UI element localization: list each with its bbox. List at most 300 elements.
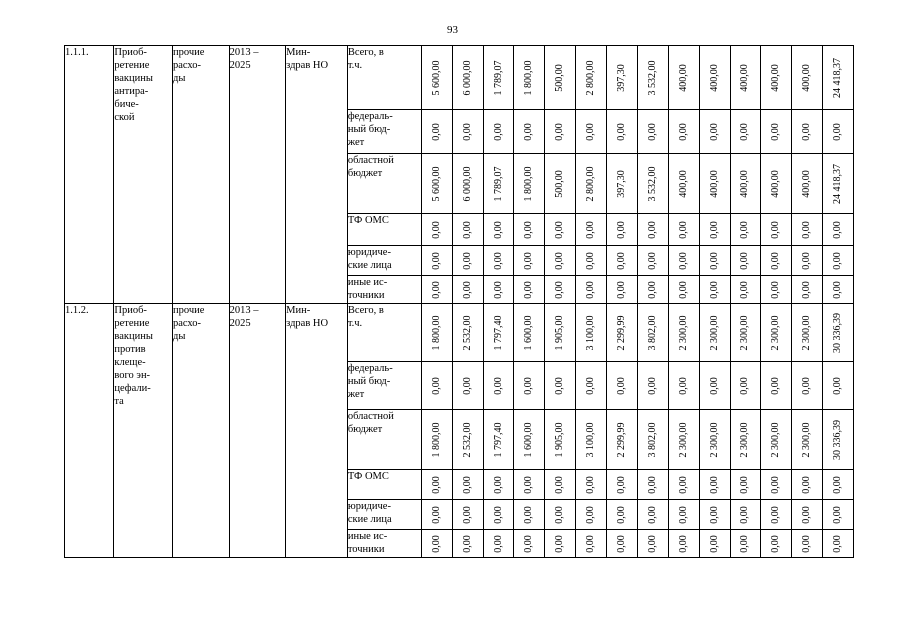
amount-value: 0,00: [832, 122, 844, 141]
amount-cell: [421, 362, 452, 410]
amount-value: 0,00: [646, 376, 658, 395]
amount-cell: [668, 410, 699, 470]
funding-source: Всего, в т.ч.: [347, 46, 421, 110]
funding-source: Всего, в т.ч.: [347, 304, 421, 362]
amount-value: 2 800,00: [585, 166, 597, 201]
amount-cell: [483, 470, 514, 500]
amount-value: 0,00: [770, 220, 782, 239]
amount-cell: [607, 304, 638, 362]
amount-cell: [576, 530, 607, 558]
amount-value: 0,00: [585, 505, 597, 524]
amount-value: 0,00: [646, 475, 658, 494]
amount-cell: [699, 214, 730, 246]
amount-cell: [823, 276, 854, 304]
amount-value: 400,00: [677, 63, 689, 92]
amount-value: 0,00: [770, 505, 782, 524]
amount-value: 397,30: [615, 63, 627, 92]
amount-value: 400,00: [770, 169, 782, 198]
amount-cell: [668, 246, 699, 276]
amount-cell: [514, 470, 545, 500]
amount-value: 1 789,07: [492, 166, 504, 201]
amount-cell: [514, 362, 545, 410]
amount-cell: [668, 276, 699, 304]
executor: Мин- здрав НО: [286, 46, 348, 304]
amount-value: 0,00: [677, 280, 689, 299]
amount-cell: [792, 500, 823, 530]
amount-value: 0,00: [492, 280, 504, 299]
amount-cell: [823, 500, 854, 530]
amount-value: 0,00: [430, 475, 442, 494]
amount-cell: [514, 154, 545, 214]
amount-value: 0,00: [461, 220, 473, 239]
amount-value: 0,00: [801, 220, 813, 239]
amount-value: 0,00: [801, 251, 813, 270]
amount-cell: [761, 246, 792, 276]
funding-source: федераль- ный бюд- жет: [347, 110, 421, 154]
amount-cell: [607, 214, 638, 246]
amount-value: 0,00: [832, 251, 844, 270]
amount-value: 0,00: [585, 475, 597, 494]
amount-value: 0,00: [801, 280, 813, 299]
amount-cell: [730, 154, 761, 214]
amount-value: 0,00: [430, 505, 442, 524]
amount-value: 0,00: [615, 280, 627, 299]
amount-value: 0,00: [708, 220, 720, 239]
amount-cell: [545, 246, 576, 276]
amount-cell: [637, 110, 668, 154]
amount-value: 1 600,00: [523, 422, 535, 457]
amount-value: 0,00: [461, 280, 473, 299]
amount-value: 0,00: [646, 251, 658, 270]
amount-cell: [452, 214, 483, 246]
amount-cell: [730, 246, 761, 276]
amount-value: 0,00: [430, 534, 442, 553]
amount-value: 0,00: [523, 122, 535, 141]
amount-value: 3 802,00: [646, 422, 658, 457]
amount-value: 2 300,00: [770, 422, 782, 457]
amount-cell: [730, 214, 761, 246]
amount-value: 0,00: [708, 505, 720, 524]
amount-cell: [699, 304, 730, 362]
amount-value: 0,00: [708, 280, 720, 299]
amount-cell: [607, 470, 638, 500]
amount-value: 2 300,00: [770, 315, 782, 350]
amount-cell: [514, 304, 545, 362]
amount-value: 1 797,40: [492, 422, 504, 457]
amount-cell: [607, 154, 638, 214]
amount-value: 30 336,39: [832, 312, 844, 353]
amount-cell: [607, 410, 638, 470]
amount-value: 0,00: [770, 280, 782, 299]
funding-source: ТФ ОМС: [347, 214, 421, 246]
amount-value: 400,00: [677, 169, 689, 198]
amount-value: 1 800,00: [523, 60, 535, 95]
amount-value: 0,00: [770, 251, 782, 270]
amount-cell: [483, 46, 514, 110]
amount-value: 0,00: [646, 122, 658, 141]
amount-cell: [607, 46, 638, 110]
amount-cell: [421, 410, 452, 470]
amount-value: 0,00: [585, 251, 597, 270]
amount-cell: [452, 246, 483, 276]
amount-cell: [483, 362, 514, 410]
amount-cell: [483, 410, 514, 470]
amount-cell: [668, 110, 699, 154]
amount-value: 0,00: [554, 220, 566, 239]
amount-value: 0,00: [492, 220, 504, 239]
amount-cell: [730, 500, 761, 530]
amount-value: 0,00: [832, 220, 844, 239]
amount-value: 0,00: [461, 475, 473, 494]
amount-value: 0,00: [461, 122, 473, 141]
amount-value: 3 532,00: [646, 166, 658, 201]
amount-value: 0,00: [801, 475, 813, 494]
expense-type: прочие расхо- ды: [173, 46, 230, 304]
amount-value: 0,00: [523, 376, 535, 395]
amount-value: 6 000,00: [461, 166, 473, 201]
amount-cell: [761, 410, 792, 470]
amount-cell: [483, 304, 514, 362]
table-row: [65, 304, 854, 362]
amount-cell: [545, 276, 576, 304]
amount-value: 0,00: [523, 534, 535, 553]
amount-cell: [730, 46, 761, 110]
amount-value: 400,00: [770, 63, 782, 92]
amount-cell: [576, 410, 607, 470]
amount-cell: [452, 110, 483, 154]
amount-cell: [421, 304, 452, 362]
amount-value: 0,00: [523, 505, 535, 524]
item-name: Приоб- ретение вакцины против клеще- вого эн- цефали- та: [114, 304, 173, 558]
amount-cell: [637, 46, 668, 110]
amount-value: 0,00: [832, 280, 844, 299]
budget-table: [64, 45, 854, 558]
amount-value: 2 299,99: [615, 422, 627, 457]
amount-cell: [761, 500, 792, 530]
amount-value: 0,00: [770, 122, 782, 141]
amount-value: 0,00: [739, 122, 751, 141]
amount-cell: [761, 304, 792, 362]
amount-value: 0,00: [677, 475, 689, 494]
amount-cell: [421, 214, 452, 246]
amount-cell: [823, 46, 854, 110]
amount-cell: [576, 362, 607, 410]
amount-cell: [823, 362, 854, 410]
funding-source: юридиче- ские лица: [347, 500, 421, 530]
amount-value: 0,00: [492, 475, 504, 494]
amount-cell: [699, 110, 730, 154]
amount-value: 500,00: [554, 63, 566, 92]
amount-cell: [637, 276, 668, 304]
amount-cell: [823, 154, 854, 214]
amount-value: 0,00: [646, 220, 658, 239]
amount-value: 1 800,00: [523, 166, 535, 201]
amount-cell: [761, 276, 792, 304]
funding-source: областной бюджет: [347, 154, 421, 214]
amount-value: 2 300,00: [677, 422, 689, 457]
item-code: 1.1.1.: [65, 46, 114, 304]
amount-cell: [421, 154, 452, 214]
amount-value: 0,00: [615, 122, 627, 141]
amount-value: 400,00: [708, 63, 720, 92]
amount-value: 0,00: [492, 505, 504, 524]
funding-source: ТФ ОМС: [347, 470, 421, 500]
amount-cell: [792, 362, 823, 410]
amount-cell: [761, 46, 792, 110]
amount-value: 1 905,00: [554, 422, 566, 457]
amount-value: 400,00: [801, 63, 813, 92]
amount-value: 2 300,00: [708, 422, 720, 457]
amount-value: 0,00: [585, 534, 597, 553]
amount-value: 1 905,00: [554, 315, 566, 350]
amount-value: 0,00: [739, 505, 751, 524]
amount-cell: [483, 276, 514, 304]
amount-value: 0,00: [585, 280, 597, 299]
period: 2013 – 2025: [229, 304, 286, 558]
funding-source: федераль- ный бюд- жет: [347, 362, 421, 410]
amount-cell: [607, 362, 638, 410]
amount-cell: [545, 110, 576, 154]
amount-cell: [668, 46, 699, 110]
amount-cell: [514, 46, 545, 110]
amount-value: 0,00: [523, 251, 535, 270]
amount-cell: [730, 362, 761, 410]
amount-value: 2 800,00: [585, 60, 597, 95]
amount-cell: [545, 500, 576, 530]
amount-value: 0,00: [677, 505, 689, 524]
amount-value: 5 600,00: [430, 166, 442, 201]
amount-cell: [452, 530, 483, 558]
amount-value: 2 300,00: [739, 422, 751, 457]
amount-value: 0,00: [646, 505, 658, 524]
amount-value: 0,00: [615, 220, 627, 239]
amount-value: 0,00: [554, 475, 566, 494]
amount-value: 0,00: [832, 534, 844, 553]
amount-cell: [421, 530, 452, 558]
amount-value: 1 789,07: [492, 60, 504, 95]
amount-cell: [823, 304, 854, 362]
amount-cell: [545, 530, 576, 558]
amount-cell: [792, 410, 823, 470]
amount-value: 1 800,00: [430, 315, 442, 350]
amount-value: 0,00: [801, 534, 813, 553]
amount-value: 400,00: [739, 169, 751, 198]
amount-value: 0,00: [615, 251, 627, 270]
amount-value: 24 418,37: [832, 163, 844, 204]
amount-value: 0,00: [770, 475, 782, 494]
amount-cell: [514, 410, 545, 470]
amount-value: 3 802,00: [646, 315, 658, 350]
amount-value: 1 800,00: [430, 422, 442, 457]
amount-value: 0,00: [554, 280, 566, 299]
amount-cell: [668, 362, 699, 410]
amount-cell: [668, 214, 699, 246]
amount-value: 0,00: [832, 475, 844, 494]
amount-value: 0,00: [739, 280, 751, 299]
amount-cell: [637, 410, 668, 470]
amount-cell: [514, 214, 545, 246]
amount-value: 0,00: [801, 376, 813, 395]
amount-value: 6 000,00: [461, 60, 473, 95]
amount-value: 0,00: [492, 122, 504, 141]
amount-value: 0,00: [430, 251, 442, 270]
amount-cell: [545, 410, 576, 470]
amount-cell: [792, 46, 823, 110]
amount-cell: [823, 470, 854, 500]
amount-cell: [576, 276, 607, 304]
amount-cell: [637, 154, 668, 214]
amount-cell: [576, 46, 607, 110]
amount-cell: [792, 154, 823, 214]
amount-value: 0,00: [554, 251, 566, 270]
amount-cell: [576, 304, 607, 362]
amount-cell: [452, 276, 483, 304]
amount-cell: [823, 410, 854, 470]
amount-cell: [514, 530, 545, 558]
amount-cell: [545, 470, 576, 500]
amount-value: 0,00: [677, 376, 689, 395]
amount-cell: [792, 470, 823, 500]
amount-cell: [576, 214, 607, 246]
amount-cell: [761, 470, 792, 500]
amount-cell: [483, 110, 514, 154]
amount-value: 0,00: [430, 376, 442, 395]
amount-value: 0,00: [739, 251, 751, 270]
amount-value: 5 600,00: [430, 60, 442, 95]
amount-cell: [545, 214, 576, 246]
amount-value: 0,00: [770, 534, 782, 553]
amount-cell: [607, 500, 638, 530]
amount-value: 1 797,40: [492, 315, 504, 350]
amount-value: 0,00: [739, 376, 751, 395]
amount-cell: [452, 500, 483, 530]
amount-value: 2 300,00: [677, 315, 689, 350]
amount-cell: [607, 276, 638, 304]
amount-value: 24 418,37: [832, 57, 844, 98]
amount-value: 400,00: [739, 63, 751, 92]
funding-source: юридиче- ские лица: [347, 246, 421, 276]
amount-value: 0,00: [739, 534, 751, 553]
amount-value: 0,00: [585, 376, 597, 395]
amount-cell: [730, 530, 761, 558]
amount-value: 0,00: [554, 505, 566, 524]
amount-cell: [576, 110, 607, 154]
period: 2013 – 2025: [229, 46, 286, 304]
amount-cell: [637, 246, 668, 276]
amount-cell: [576, 246, 607, 276]
amount-value: 0,00: [677, 251, 689, 270]
amount-cell: [514, 276, 545, 304]
amount-cell: [699, 470, 730, 500]
amount-cell: [421, 46, 452, 110]
expense-type: прочие расхо- ды: [173, 304, 230, 558]
amount-value: 2 300,00: [739, 315, 751, 350]
amount-value: 400,00: [708, 169, 720, 198]
amount-cell: [792, 214, 823, 246]
amount-value: 3 100,00: [585, 422, 597, 457]
amount-value: 0,00: [615, 376, 627, 395]
amount-value: 0,00: [461, 251, 473, 270]
amount-cell: [576, 500, 607, 530]
amount-cell: [483, 214, 514, 246]
amount-cell: [637, 214, 668, 246]
amount-value: 3 100,00: [585, 315, 597, 350]
amount-value: 0,00: [708, 122, 720, 141]
amount-cell: [607, 530, 638, 558]
amount-cell: [668, 154, 699, 214]
amount-cell: [637, 304, 668, 362]
amount-cell: [699, 46, 730, 110]
amount-value: 0,00: [492, 534, 504, 553]
amount-value: 0,00: [430, 280, 442, 299]
amount-cell: [792, 304, 823, 362]
amount-value: 0,00: [554, 376, 566, 395]
amount-cell: [823, 530, 854, 558]
table-row: [65, 46, 854, 110]
amount-value: 0,00: [708, 376, 720, 395]
funding-source: областной бюджет: [347, 410, 421, 470]
amount-cell: [823, 214, 854, 246]
amount-cell: [668, 530, 699, 558]
amount-cell: [699, 410, 730, 470]
amount-cell: [761, 110, 792, 154]
funding-source: иные ис- точники: [347, 276, 421, 304]
amount-cell: [761, 362, 792, 410]
amount-cell: [421, 110, 452, 154]
amount-cell: [792, 110, 823, 154]
amount-value: 2 299,99: [615, 315, 627, 350]
amount-value: 0,00: [461, 376, 473, 395]
amount-cell: [637, 500, 668, 530]
amount-value: 2 532,00: [461, 422, 473, 457]
amount-cell: [545, 46, 576, 110]
amount-value: 3 532,00: [646, 60, 658, 95]
amount-value: 0,00: [770, 376, 782, 395]
amount-value: 0,00: [646, 534, 658, 553]
amount-cell: [668, 304, 699, 362]
amount-value: 0,00: [615, 534, 627, 553]
amount-cell: [637, 362, 668, 410]
item-name: Приоб- ретение вакцины антира- биче- ской: [114, 46, 173, 304]
amount-cell: [452, 470, 483, 500]
amount-value: 0,00: [523, 220, 535, 239]
amount-cell: [421, 470, 452, 500]
amount-value: 0,00: [523, 280, 535, 299]
amount-value: 0,00: [646, 280, 658, 299]
amount-value: 0,00: [615, 505, 627, 524]
amount-cell: [699, 246, 730, 276]
amount-cell: [514, 500, 545, 530]
amount-value: 0,00: [677, 534, 689, 553]
amount-cell: [699, 530, 730, 558]
amount-cell: [452, 304, 483, 362]
amount-value: 0,00: [708, 534, 720, 553]
amount-cell: [483, 500, 514, 530]
amount-value: 0,00: [523, 475, 535, 494]
amount-cell: [576, 470, 607, 500]
amount-value: 2 300,00: [801, 422, 813, 457]
amount-cell: [699, 500, 730, 530]
amount-value: 0,00: [677, 220, 689, 239]
amount-cell: [730, 410, 761, 470]
amount-value: 0,00: [461, 505, 473, 524]
amount-value: 2 300,00: [801, 315, 813, 350]
amount-value: 0,00: [708, 251, 720, 270]
amount-cell: [452, 46, 483, 110]
amount-cell: [452, 154, 483, 214]
amount-cell: [823, 246, 854, 276]
amount-cell: [545, 154, 576, 214]
